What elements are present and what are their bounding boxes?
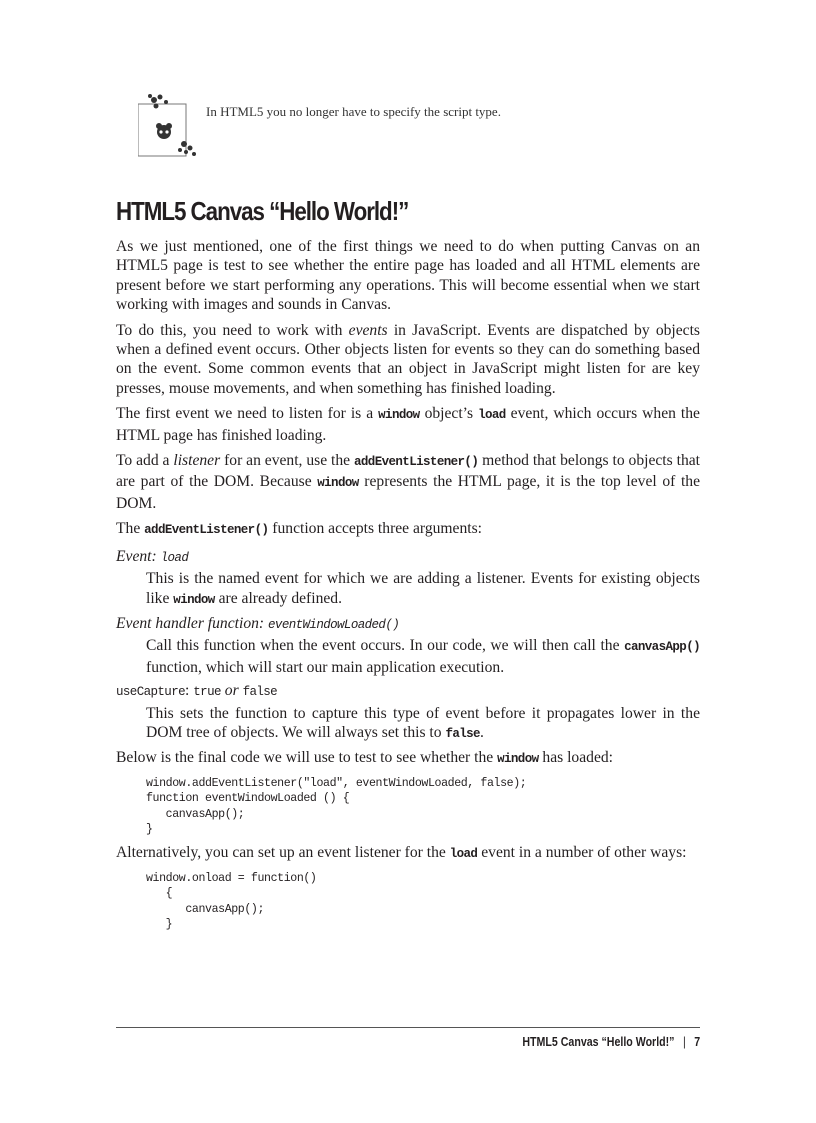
paragraph: As we just mentioned, one of the first things we need to do when putting Canvas on an HTML5 page is test to see whether the entire page has loaded and all HTML elements are present before we start performing any operations. This will become essential when we start working with images and sounds in Canvas. xyxy=(116,238,700,314)
code-block: window.addEventListener("load", eventWindowLoaded, false); function eventWindowLoaded () { canvasApp(); } xyxy=(146,776,527,836)
paragraph: To add a listener for an event, use the addEventListener() method that belongs to objects that are part of the DOM. Because window represents the HTML page, it is the top level of the DOM. xyxy=(116,452,701,512)
page-number: 7 xyxy=(694,1035,700,1049)
footer-rule xyxy=(116,1027,700,1028)
term-emphasis: listener xyxy=(173,452,221,470)
inline-code: window xyxy=(378,408,420,423)
tip-text: In HTML5 you no longer have to specify the script type. xyxy=(206,104,501,119)
argument-term: Event: load xyxy=(116,547,189,565)
raccoon-tip-icon xyxy=(138,92,202,162)
body-text xyxy=(116,237,700,938)
term-emphasis: events xyxy=(348,321,388,339)
argument-description: Call this function when the event occurs. In our code, we will then call the canvasApp() function, which will start our main application execution. xyxy=(146,637,700,676)
running-title: HTML5 Canvas “Hello World!” xyxy=(522,1035,675,1049)
footer-separator: | xyxy=(682,1035,686,1049)
paragraph: The addEventListener() function accepts three arguments: xyxy=(116,520,483,538)
tip-note xyxy=(138,92,698,162)
section-title: HTML5 Canvas “Hello World!” xyxy=(116,196,409,226)
argument-term: Event handler function: eventWindowLoaded() xyxy=(116,614,400,632)
paragraph: The first event we need to listen for is a window object’s load event, which occurs when the HTML page has finished loading. xyxy=(116,405,700,444)
inline-code: load xyxy=(478,408,506,423)
inline-code: load xyxy=(449,847,478,862)
paragraph: To do this, you need to work with events in JavaScript. Events are dispatched by objects when a defined event occurs. Other objects listen for events so they can do something based on the event. Some common events that an object in JavaScript might listen for are key presses, mouse movements, and when something has finished loading. xyxy=(116,321,700,397)
paragraph: Below is the final code we will use to test to see whether the window has loaded: xyxy=(116,749,613,767)
page-footer xyxy=(522,1035,700,1049)
inline-code: window xyxy=(317,476,359,491)
argument-description: This sets the function to capture this type of event before it propagates lower in the DOM tree of objects. We will always set this to false. xyxy=(146,704,700,741)
code-block: window.onload = function() { canvasApp(); } xyxy=(146,871,317,931)
inline-code: addEventListener() xyxy=(144,523,269,538)
inline-code: addEventListener() xyxy=(354,455,479,470)
argument-description: This is the named event for which we are adding a listener. Events for existing objects like window are already defined. xyxy=(146,570,700,607)
paragraph: Alternatively, you can set up an event listener for the load event in a number of other ways: xyxy=(116,844,687,862)
inline-code: window xyxy=(497,752,539,767)
argument-list xyxy=(116,547,700,745)
argument-term: useCapture: true or false xyxy=(116,682,278,700)
